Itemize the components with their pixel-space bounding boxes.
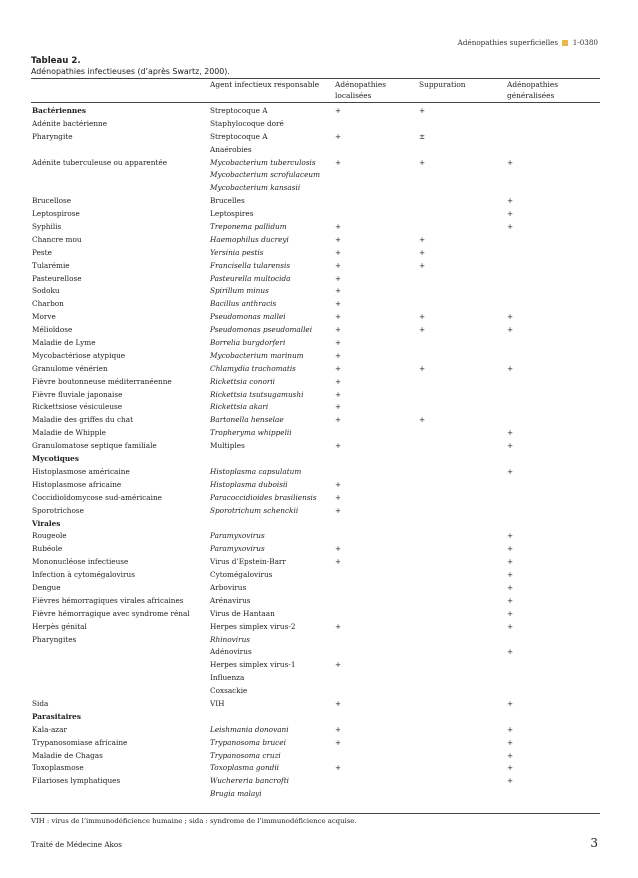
- table-row: [31, 788, 600, 801]
- page-number: 3: [590, 836, 598, 850]
- suppuration-cell: +: [419, 415, 426, 425]
- generalised-cell: +: [507, 776, 514, 786]
- generalised-cell: +: [507, 724, 514, 734]
- agent-cell: Pseudomonas pseudomallei: [210, 325, 313, 335]
- disease-cell: Toxoplasmose: [32, 763, 84, 773]
- table-row: [31, 208, 600, 221]
- localised-cell: +: [335, 763, 342, 773]
- localised-cell: +: [335, 479, 342, 489]
- localised-cell: +: [335, 621, 342, 631]
- disease-cell: Fièvre fluviale japonaise: [32, 389, 123, 399]
- disease-cell: Adénite bactérienne: [32, 118, 108, 128]
- agent-cell: Brucelles: [210, 196, 245, 206]
- table-row: [31, 247, 600, 260]
- table-row: [31, 608, 600, 621]
- disease-cell: Filarioses lymphatiques: [32, 776, 121, 786]
- localised-cell: +: [335, 363, 342, 373]
- agent-cell: Yersinia pestis: [210, 247, 264, 257]
- disease-cell: Peste: [32, 247, 52, 257]
- table-row: [31, 157, 600, 170]
- table-row: [31, 221, 600, 234]
- table-row: [31, 698, 600, 711]
- agent-cell: Virus d’Epstein-Barr: [210, 557, 286, 567]
- table-row: [31, 414, 600, 427]
- table-row: [31, 530, 600, 543]
- agent-cell: Streptocoque A: [210, 106, 268, 115]
- footer-source: Traité de Médecine Akos: [31, 840, 122, 849]
- agent-cell: Borrelia burgdorferi: [210, 338, 286, 348]
- agent-cell: Staphylocoque doré: [210, 118, 284, 128]
- disease-cell: Pharyngite: [32, 131, 73, 141]
- disease-cell: Maladie des griffes du chat: [32, 415, 134, 425]
- agent-cell: Brugia malayi: [210, 789, 262, 799]
- disease-cell: Sodoku: [32, 286, 60, 296]
- localised-cell: +: [335, 325, 342, 335]
- suppuration-cell: +: [419, 312, 426, 322]
- localised-cell: +: [335, 505, 342, 515]
- agent-cell: Trypanosoma cruzi: [210, 750, 281, 760]
- agent-cell: Paramyxovirus: [210, 544, 265, 554]
- table-row: [31, 595, 600, 608]
- localised-cell: +: [335, 247, 342, 257]
- disease-cell: Histoplasmose africaine: [32, 479, 122, 489]
- agent-cell: Paramyxovirus: [210, 531, 265, 541]
- localised-cell: +: [335, 737, 342, 747]
- generalised-cell: +: [507, 570, 514, 580]
- localised-cell: +: [335, 273, 342, 283]
- generalised-cell: +: [507, 737, 514, 747]
- generalised-cell: +: [507, 222, 514, 232]
- table-row: [31, 401, 600, 414]
- suppuration-cell: +: [419, 106, 426, 115]
- disease-cell: Herpès génital: [32, 621, 87, 631]
- agent-cell: Francisella tularensis: [210, 260, 291, 270]
- suppuration-cell: +: [419, 260, 426, 270]
- disease-cell: Histoplasmose américaine: [32, 466, 130, 476]
- agent-cell: Pasteurella multocida: [210, 273, 291, 283]
- table-row: [31, 750, 600, 763]
- agent-cell: Histoplasma capsulatum: [210, 466, 302, 476]
- table-row: [31, 582, 600, 595]
- table-header-rule: [31, 102, 600, 103]
- table-row: [31, 646, 600, 659]
- disease-cell: Fièvre boutonneuse méditerranéenne: [32, 376, 172, 386]
- table-row: [31, 260, 600, 273]
- disease-cell: Sida: [32, 698, 49, 708]
- agent-cell: Rickettsia tsutsugamushi: [210, 389, 304, 399]
- generalised-cell: +: [507, 209, 514, 219]
- column-header-localisees: Adénopathies localisées: [335, 80, 387, 100]
- generalised-cell: +: [507, 621, 514, 631]
- table-row: [31, 389, 600, 402]
- column-header-agent: Agent infectieux responsable: [210, 80, 320, 89]
- table-row: [31, 737, 600, 750]
- disease-cell: Sporotrichose: [32, 505, 84, 515]
- generalised-cell: +: [507, 441, 514, 451]
- table-row: [31, 169, 600, 182]
- table-row: [31, 479, 600, 492]
- agent-cell: Rickettsia akari: [210, 402, 269, 412]
- localised-cell: +: [335, 222, 342, 232]
- table-row: [31, 685, 600, 698]
- table-row: [31, 672, 600, 685]
- disease-cell: Leptospirose: [32, 209, 80, 219]
- table-row: [31, 105, 600, 118]
- localised-cell: +: [335, 260, 342, 270]
- agent-cell: Spirillum minus: [210, 286, 269, 296]
- table-row: [31, 724, 600, 737]
- agent-cell: Toxoplasma gondii: [210, 763, 279, 773]
- table-subtitle: Adénopathies infectieuses (d’après Swartz, 2000).: [31, 67, 230, 76]
- localised-cell: +: [335, 338, 342, 348]
- disease-cell: Fièvre hémorragique avec syndrome rénal: [32, 608, 190, 618]
- disease-cell: Brucellose: [32, 196, 72, 206]
- disease-cell: Trypanosomiase africaine: [32, 737, 128, 747]
- agent-cell: Bacillus anthracis: [210, 299, 277, 309]
- table-row: [31, 182, 600, 195]
- disease-cell: Morve: [32, 312, 56, 322]
- disease-cell: Maladie de Whipple: [32, 428, 106, 438]
- agent-cell: Rhinovirus: [210, 634, 251, 644]
- table-row: [31, 440, 600, 453]
- agent-cell: Virus de Hantaan: [210, 608, 275, 618]
- agent-cell: Chlamydia trachomatis: [210, 363, 296, 373]
- generalised-cell: +: [507, 157, 514, 167]
- table-row: [31, 775, 600, 788]
- agent-cell: Haemophilus ducreyi: [210, 234, 289, 244]
- table-row: [31, 621, 600, 634]
- disease-cell: Maladie de Lyme: [32, 338, 96, 348]
- agent-cell: Sporotrichum schenckii: [210, 505, 299, 515]
- agent-cell: Herpes simplex virus-2: [210, 621, 296, 631]
- table-row: [31, 427, 600, 440]
- disease-cell: Mycobactériose atypique: [32, 350, 126, 360]
- agent-cell: Histoplasma duboisii: [210, 479, 288, 489]
- agent-cell: Mycobacterium tuberculosis: [210, 157, 316, 167]
- generalised-cell: +: [507, 763, 514, 773]
- localised-cell: +: [335, 286, 342, 296]
- column-header-generalisees: Adénopathies généralisées: [507, 80, 559, 100]
- disease-cell: Rubéole: [32, 544, 63, 554]
- localised-cell: +: [335, 157, 342, 167]
- agent-cell: Bartonella henselae: [210, 415, 284, 425]
- agent-cell: VIH: [210, 698, 225, 708]
- table-row: [31, 659, 600, 672]
- agent-cell: Coxsackie: [210, 686, 248, 696]
- agent-cell: Treponema pallidum: [210, 222, 287, 232]
- generalised-cell: +: [507, 608, 514, 618]
- disease-cell: Adénite tuberculeuse ou apparentée: [32, 157, 168, 167]
- agent-cell: Leishmania donovani: [210, 724, 289, 734]
- generalised-cell: +: [507, 428, 514, 438]
- table-row: [31, 466, 600, 479]
- table-row: [31, 569, 600, 582]
- disease-cell: Chancre mou: [32, 234, 82, 244]
- generalised-cell: +: [507, 196, 514, 206]
- table-row: [31, 337, 600, 350]
- table-title: Tableau 2.: [31, 56, 81, 66]
- localised-cell: +: [335, 698, 342, 708]
- table-bottom-rule: [31, 813, 600, 814]
- generalised-cell: +: [507, 698, 514, 708]
- suppuration-cell: +: [419, 234, 426, 244]
- generalised-cell: +: [507, 750, 514, 760]
- orange-square-icon: [562, 40, 568, 46]
- agent-cell: Anaérobies: [210, 144, 252, 154]
- agent-cell: Herpes simplex virus-1: [210, 660, 296, 670]
- table-row: [31, 556, 600, 569]
- table-row: [31, 376, 600, 389]
- table-footnote: VIH : virus de l’immunodéficience humaine ; sida : syndrome de l’immunodéficience acquise.: [31, 817, 357, 825]
- localised-cell: +: [335, 376, 342, 386]
- localised-cell: +: [335, 557, 342, 567]
- generalised-cell: +: [507, 595, 514, 605]
- generalised-cell: +: [507, 647, 514, 657]
- disease-cell: Pasteurellose: [32, 273, 82, 283]
- table-row: [31, 711, 600, 724]
- localised-cell: +: [335, 131, 342, 141]
- disease-cell: Syphilis: [32, 222, 62, 232]
- suppuration-cell: +: [419, 325, 426, 335]
- agent-cell: Adénovirus: [210, 647, 252, 657]
- disease-cell: Mononucléose infectieuse: [32, 557, 129, 567]
- table-row: [31, 350, 600, 363]
- agent-cell: Wuchereria bancrofti: [210, 776, 289, 786]
- table-top-rule: [31, 78, 600, 79]
- table-row: [31, 634, 600, 647]
- agent-cell: Paracoccidioides brasiliensis: [210, 492, 317, 502]
- agent-cell: Cytomégalovirus: [210, 570, 273, 580]
- disease-cell: Dengue: [32, 582, 61, 592]
- generalised-cell: +: [507, 582, 514, 592]
- table-row: [31, 762, 600, 775]
- agent-cell: Rickettsia conorii: [210, 376, 275, 386]
- generalised-cell: +: [507, 544, 514, 554]
- column-header-suppuration: Suppuration: [419, 80, 466, 89]
- agent-cell: Mycobacterium marinum: [210, 350, 304, 360]
- disease-cell: Rickettsiose vésiculeuse: [32, 402, 123, 412]
- localised-cell: +: [335, 350, 342, 360]
- table-row: [31, 118, 600, 131]
- agent-cell: Arénavirus: [210, 595, 251, 605]
- localised-cell: +: [335, 402, 342, 412]
- running-header: [458, 38, 598, 47]
- disease-cell: Charbon: [32, 299, 64, 309]
- suppuration-cell: +: [419, 157, 426, 167]
- suppuration-cell: ±: [419, 131, 426, 141]
- localised-cell: +: [335, 299, 342, 309]
- table-row: [31, 453, 600, 466]
- agent-cell: Multiples: [210, 441, 245, 451]
- table-row: [31, 505, 600, 518]
- disease-cell: Fièvres hémorragiques virales africaines: [32, 595, 184, 605]
- localised-cell: +: [335, 106, 342, 115]
- agent-cell: Tropheryma whippelii: [210, 428, 292, 438]
- agent-cell: Streptocoque A: [210, 131, 268, 141]
- disease-cell: Granulome vénérien: [32, 363, 108, 373]
- disease-cell: Infection à cytomégalovirus: [32, 570, 135, 580]
- disease-cell: Bactériennes: [32, 106, 86, 115]
- table-row: [31, 195, 600, 208]
- localised-cell: +: [335, 544, 342, 554]
- localised-cell: +: [335, 441, 342, 451]
- generalised-cell: +: [507, 363, 514, 373]
- agent-cell: Leptospires: [210, 209, 254, 219]
- table-row: [31, 285, 600, 298]
- table-row: [31, 492, 600, 505]
- generalised-cell: +: [507, 325, 514, 335]
- generalised-cell: +: [507, 531, 514, 541]
- suppuration-cell: +: [419, 363, 426, 373]
- agent-cell: Mycobacterium kansasii: [210, 183, 301, 193]
- table-body: [31, 105, 600, 801]
- localised-cell: +: [335, 234, 342, 244]
- table-row: [31, 298, 600, 311]
- disease-cell: Kala-azar: [32, 724, 67, 734]
- agent-cell: Mycobacterium scrofulaceum: [210, 170, 321, 180]
- localised-cell: +: [335, 660, 342, 670]
- disease-cell: Pharyngites: [32, 634, 77, 644]
- generalised-cell: +: [507, 466, 514, 476]
- generalised-cell: +: [507, 312, 514, 322]
- running-header-title: Adénopathies superficielles: [457, 38, 559, 47]
- suppuration-cell: +: [419, 247, 426, 257]
- disease-cell: Parasitaires: [32, 711, 81, 721]
- disease-cell: Virales: [32, 518, 61, 528]
- disease-cell: Tularémie: [32, 260, 70, 270]
- localised-cell: +: [335, 312, 342, 322]
- agent-cell: Trypanosoma brucei: [210, 737, 286, 747]
- table-row: [31, 144, 600, 157]
- disease-cell: Mycotiques: [32, 454, 79, 464]
- disease-cell: Mélioïdose: [32, 325, 73, 335]
- table-row: [31, 273, 600, 286]
- disease-cell: Maladie de Chagas: [32, 750, 103, 760]
- agent-cell: Arbovirus: [210, 582, 247, 592]
- agent-cell: Pseudomonas mallei: [210, 312, 286, 322]
- table-row: [31, 518, 600, 531]
- generalised-cell: +: [507, 557, 514, 567]
- disease-cell: Rougeole: [32, 531, 67, 541]
- table-row: [31, 363, 600, 376]
- agent-cell: Influenza: [210, 673, 245, 683]
- localised-cell: +: [335, 724, 342, 734]
- localised-cell: +: [335, 492, 342, 502]
- table-row: [31, 234, 600, 247]
- table-row: [31, 543, 600, 556]
- localised-cell: +: [335, 415, 342, 425]
- table-row: [31, 324, 600, 337]
- disease-cell: Granulomatose septique familiale: [32, 441, 157, 451]
- running-header-code: 1-0380: [572, 38, 598, 47]
- table-row: [31, 131, 600, 144]
- localised-cell: +: [335, 389, 342, 399]
- table-row: [31, 311, 600, 324]
- disease-cell: Coccidioïdomycose sud-américaine: [32, 492, 162, 502]
